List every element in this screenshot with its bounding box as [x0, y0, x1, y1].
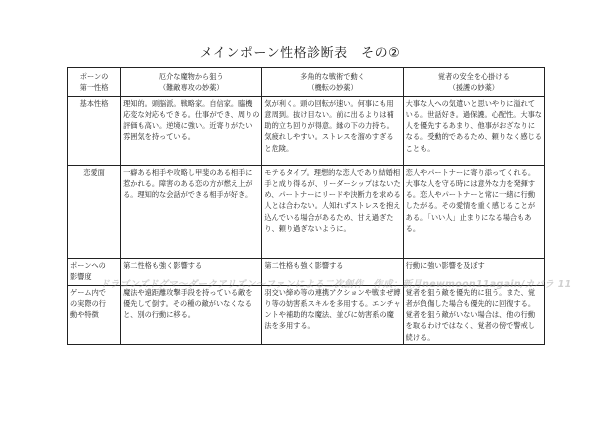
table-cell: 一癖ある相手や攻略し甲斐のある相手に惹かれる。障害のある恋の方が燃え上がる。理知的な会話ができる相手が好き。 — [121, 166, 262, 259]
header-column-title: 覚者の安全を心掛ける — [437, 71, 510, 81]
row-label-line: ポーンへの — [70, 261, 106, 270]
header-corner-line: 第一性格 — [79, 83, 109, 92]
table-cell: 恋人やパートナーに寄り添ってくれる。大事な人を守る時には意外な力を発揮する。恋人やパートナーと常に一緒に行動したがる。その愛情を重く感じることがある。「いい人」止まりになる場合もある。 — [403, 166, 544, 259]
row-label-influence — [68, 259, 121, 286]
header-row — [68, 68, 545, 97]
row-label-line: の実際の行 — [70, 299, 106, 309]
table-cell: 羽交い締め等の連携アクションや戦まぜ縛り等の妨害系スキルを多用する。エンチャントや補助的な魔法、並びに妨害系の魔法を多用する。 — [262, 286, 403, 345]
personality-table — [67, 67, 545, 345]
table-row-basic-personality — [68, 97, 545, 166]
table-row-influence — [68, 259, 545, 286]
row-label-line: ゲーム内で — [70, 288, 106, 297]
table-cell: 行動に強い影響を及ぼす — [403, 259, 544, 286]
table-row-romance — [68, 166, 545, 259]
table-cell: 魔法や遠距離攻撃手段を持っている敵を優先して倒す。その種の敵がいなくなると、別の行動に移る。 — [121, 286, 262, 345]
table-cell: 覚者を狙う敵を優先的に狙う。また、覚者が負傷した場合も優先的に回復する。覚者を狙う敵がいない場合は、他の行動を取るわけではなく、覚者の傍で警戒し続ける。 — [403, 286, 544, 345]
header-column-subtitle: （難敵専攻の妙薬） — [158, 83, 224, 92]
header-column-title: 多角的な戦術で動く — [300, 71, 365, 81]
watermark: ドラゴンズドグマ～ダークアリズン～ファンによる二次創作 作成：新月newmoon11again/カバラ 11 — [100, 279, 572, 290]
row-label-in-game-behavior — [68, 286, 121, 345]
row-label-line: 基本性格 — [79, 99, 109, 108]
table-cell: モテるタイプ。理想的な恋人であり結婚相手と成り得るが、リーダーシップはないため、パートナーにリードや決断力を求める人とは合わない。人知れずストレスを抱え込んでいる場合があるため、甘え過ぎたり、頼り過ぎないように。 — [262, 166, 403, 259]
row-label-line: 動や特徴 — [70, 310, 99, 320]
header-column-support — [403, 68, 544, 97]
row-label-romance — [68, 166, 121, 259]
table-cell: 第二性格も強く影響する — [262, 259, 403, 286]
header-column-title: 厄介な魔物から狙う — [158, 71, 224, 81]
header-corner-line: ポーンの — [79, 71, 109, 81]
table-row-in-game-behavior — [68, 286, 545, 345]
table-cell: 理知的。頭脳派。戦略家。自信家。臨機応変な対応もできる。仕事ができ、周りの評価も高い。逆境に強い。近寄りがたい雰囲気を持っている。 — [121, 97, 262, 166]
row-label-line: 恋愛面 — [83, 168, 105, 177]
header-column-subtitle: （援護の妙薬） — [448, 83, 499, 92]
header-column-subtitle: （機転の妙薬） — [307, 83, 358, 92]
header-column-tactics — [262, 68, 403, 97]
row-label-line: 影響度 — [70, 272, 92, 282]
header-corner — [68, 68, 121, 97]
table-cell: 第二性格も強く影響する — [121, 259, 262, 286]
table-cell: 気が利く。頭の回転が速い。何事にも用意周到。抜け目ない。前に出るよりは補助的立ち回りが得意。縁の下の力持ち。気疲れしやすい。ストレスを溜めすぎると危険。 — [262, 97, 403, 166]
page-title: メインポーン性格診断表 その② — [199, 46, 401, 61]
header-column-hard-enemy — [121, 68, 262, 97]
table-cell: 大事な人への気遣いと思いやりに溢れている。世話好き。過保護。心配性。大事な人を優先するあまり、他事がおざなりになる。受動的であるため、頼りなく感じることも。 — [403, 97, 544, 166]
row-label-basic-personality — [68, 97, 121, 166]
